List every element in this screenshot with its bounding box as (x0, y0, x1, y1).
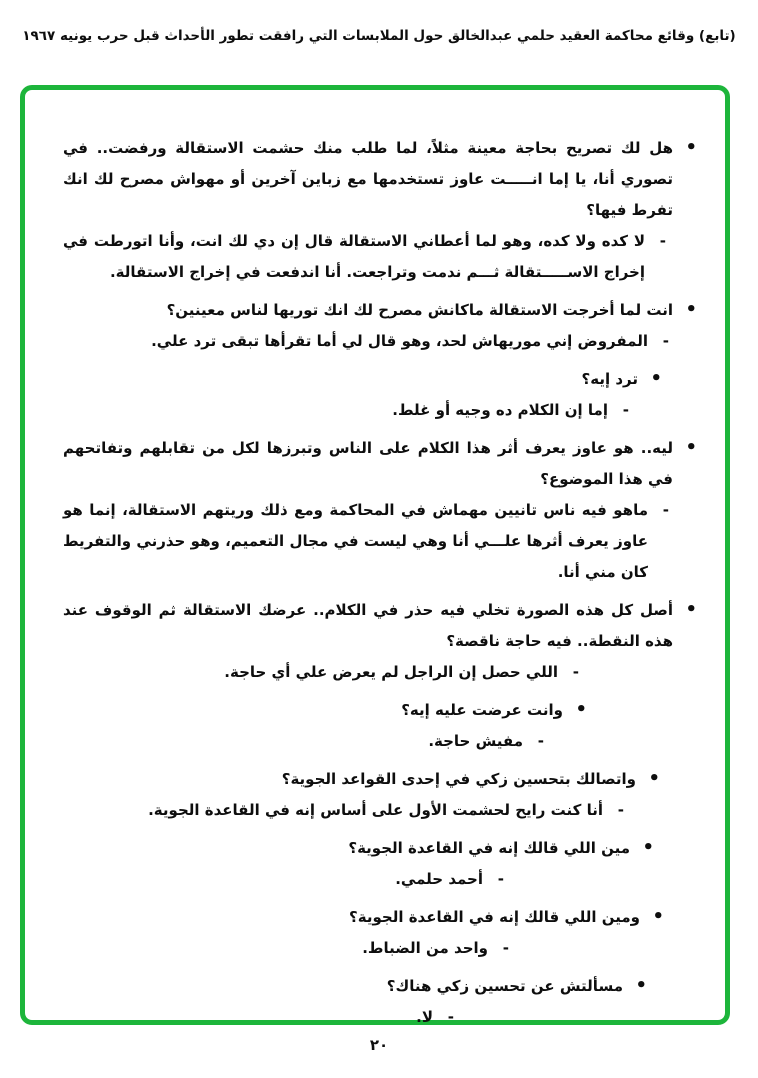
qa-pair (63, 833, 697, 895)
qa-pair (63, 364, 697, 426)
dash-icon: - (502, 939, 509, 957)
question-item (63, 295, 697, 326)
bullet-icon: • (650, 368, 662, 389)
answer-item (63, 1002, 457, 1033)
page-title: (تابع) وقائع محاكمة العقيد حلمي عبدالخالق حول الملابسات التي رافقت تطور الأحداث قبل حرب يونيه ١٩٦٧ (22, 28, 736, 44)
bullet-icon: • (575, 699, 587, 720)
dialogue-list (63, 133, 697, 1033)
dash-icon: - (617, 801, 624, 819)
dash-icon: - (447, 1008, 454, 1026)
answer-text: أحمد حلمي. (395, 870, 483, 888)
bullet-icon: • (652, 906, 664, 927)
dash-icon: - (537, 732, 544, 750)
question-text: ترد إيه؟ (581, 370, 638, 388)
question-text: مين اللي قالك إنه في القاعدة الجوية؟ (348, 839, 630, 857)
question-text: هل لك تصريح بحاجة معينة مثلاً، لما طلب منك حشمت الاستقالة ورفضت.. في تصوري أنا، يا إما انـــــت عاوز تستخدمها مع زباين آخرين أو مهواش مصرح لك انك تفرط فيها؟ (63, 139, 673, 219)
answer-text: مفيش حاجة. (428, 732, 523, 750)
dash-icon: - (572, 663, 579, 681)
answer-text: لا. (416, 1008, 433, 1026)
question-text: ليه.. هو عاوز يعرف أثر هذا الكلام على الناس وتبرزها لكل من تقابلهم وتفاتحهم في هذا الموضوع؟ (63, 439, 673, 488)
answer-item (63, 326, 672, 357)
answer-item (63, 726, 547, 757)
answer-item (63, 864, 507, 895)
answer-text: لا كده ولا كده، وهو لما أعطاني الاستقالة قال إن دي لك انت، وأنا اتورطت في إخراج الاســـــتقالة ثـــم ندمت وتراجعت. أنا اندفعت في إخراج الاستقالة. (63, 232, 645, 281)
question-item (63, 764, 660, 795)
question-text: واتصالك بتحسين زكي في إحدى القواعد الجوية؟ (281, 770, 636, 788)
dash-icon: - (622, 401, 629, 419)
answer-item (63, 226, 669, 288)
qa-pair (63, 764, 697, 826)
qa-pair (63, 133, 697, 288)
green-border-frame (20, 85, 730, 1025)
qa-pair (63, 902, 697, 964)
question-text: انت لما أخرجت الاستقالة ماكانش مصرح لك انك توريها لناس معينين؟ (166, 301, 673, 319)
dash-icon: - (497, 870, 504, 888)
answer-item (63, 657, 582, 688)
bullet-icon: • (642, 837, 654, 858)
answer-text: ماهو فيه ناس تانيين مهماش في المحاكمة ومع ذلك وريتهم الاستقالة، إنما هو عاوز يعرف أثرها علـــي أنا وهي ليست في مجال التعميم، وهو حذرني والتفريط كان مني أنا. (63, 501, 648, 581)
answer-item (63, 933, 512, 964)
answer-item (63, 495, 672, 588)
qa-pair (63, 695, 697, 757)
answer-text: اللي حصل إن الراجل لم يعرض علي أي حاجة. (224, 663, 558, 681)
dash-icon: - (659, 232, 666, 250)
dash-icon: - (662, 332, 669, 350)
question-item (63, 364, 662, 395)
bullet-icon: • (685, 437, 697, 458)
bullet-icon: • (635, 975, 647, 996)
question-item (63, 433, 697, 495)
question-text: وانت عرضت عليه إيه؟ (401, 701, 563, 719)
answer-text: أنا كنت رايح لحشمت الأول على أساس إنه في القاعدة الجوية. (148, 801, 603, 819)
page-number: ٢٠ (369, 1036, 389, 1054)
bullet-icon: • (648, 768, 660, 789)
qa-pair (63, 971, 697, 1033)
answer-text: المفروض إني موريهاش لحد، وهو قال لي أما تقرأها تبقى ترد علي. (151, 332, 648, 350)
question-item (63, 902, 664, 933)
question-text: أصل كل هذه الصورة تخلي فيه حذر في الكلام.. عرضك الاستقالة ثم الوقوف عند هذه النقطة.. فيه حاجة ناقصة؟ (63, 601, 673, 650)
bullet-icon: • (685, 599, 697, 620)
answer-item (63, 795, 627, 826)
answer-item (63, 395, 632, 426)
answer-text: واحد من الضباط. (362, 939, 488, 957)
qa-pair (63, 595, 697, 688)
qa-pair (63, 295, 697, 357)
question-item (63, 833, 654, 864)
dash-icon: - (662, 501, 669, 519)
bullet-icon: • (685, 299, 697, 320)
question-item (63, 695, 587, 726)
question-item (63, 133, 697, 226)
answer-text: إما إن الكلام ده وجيه أو غلط. (392, 401, 608, 419)
question-item (63, 595, 697, 657)
question-item (63, 971, 647, 1002)
bullet-icon: • (685, 137, 697, 158)
question-text: مسألتش عن تحسين زكي هناك؟ (386, 977, 623, 995)
question-text: ومين اللي قالك إنه في القاعدة الجوية؟ (349, 908, 640, 926)
qa-pair (63, 433, 697, 588)
